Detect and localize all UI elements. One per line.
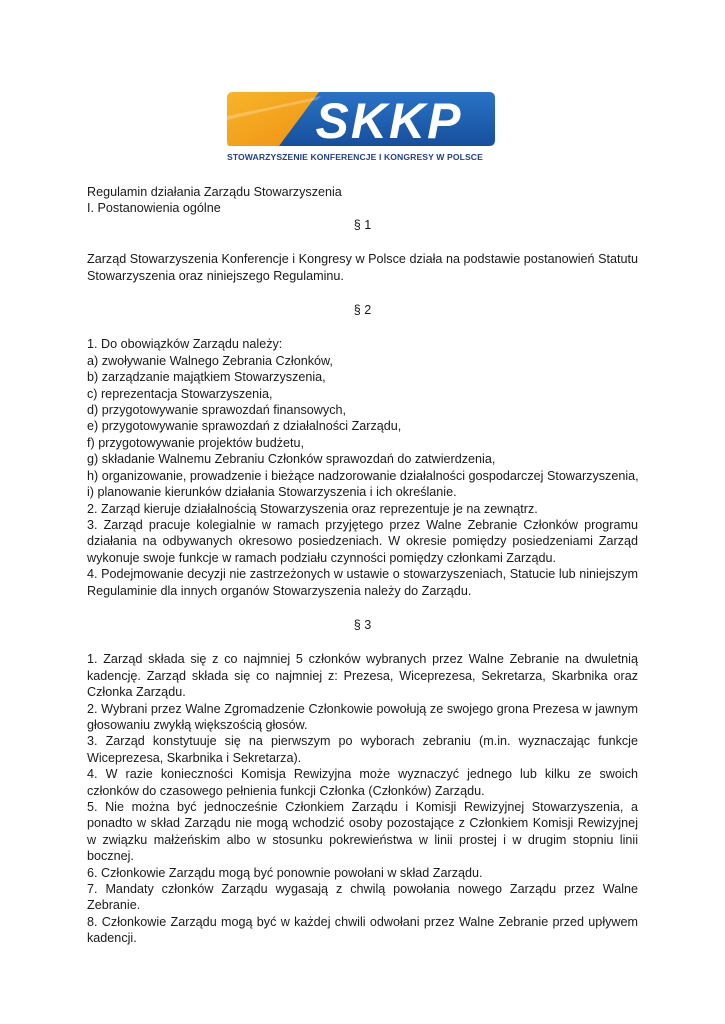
list-item: e) przygotowywanie sprawozdań z działalności Zarządu, [87,419,402,434]
section-3-point-2: 2. Wybrani przez Walne Zgromadzenie Członkowie powołują ze swojego grona Prezesa w jawnym głosowaniu zwykłą większością głosów. [87,701,638,732]
section-3-point-4: 4. W razie konieczności Komisja Rewizyjna może wyznaczyć jednego lub kilku ze swoich członków do czasowego pełnienia funkcji Członka (Członków) Zarządu. [87,767,638,798]
section-3-point-3: 3. Zarząd konstytuuje się na pierwszym po wyborach zebraniu (m.in. wyznaczając funkcje Wiceprezesa, Skarbnika i Sekretarza). [87,734,638,765]
section-3-point-7: 7. Mandaty członków Zarządu wygasają z chwilą powołania nowego Zarządu przez Walne Zebranie. [87,882,638,913]
list-item: g) składanie Walnemu Zebraniu Członków sprawozdań do zatwierdzenia, [87,452,496,467]
section-heading-3: § 3 [353,617,372,632]
section-2-point-2: 2. Zarząd kieruje działalnością Stowarzyszenia oraz reprezentuje je na zewnątrz. [87,501,538,516]
logo-caption: STOWARZYSZENIE KONFERENCJE I KONGRESY W POLSCE [227,152,483,162]
document-title: Regulamin działania Zarządu Stowarzyszenia [87,185,342,199]
section-heading-1: § 1 [353,217,372,232]
list-item: i) planowanie kierunków działania Stowarzyszenia i ich określanie. [87,485,457,500]
section-3-point-8: 8. Członkowie Zarządu mogą być w każdej chwili odwołani przez Walne Zebranie przed upływem kadencji. [87,914,638,946]
list-item: f) przygotowywanie projektów budżetu, [87,435,305,450]
section-3-point-5: 5. Nie można być jednocześnie Członkiem Zarządu i Komisji Rewizyjnej Stowarzyszenia, a ponadto w skład Zarządu nie mogą wchodzić osoby pozostające z Członkiem Komisji Rewizyjnej w związku małżeńskim albo w stosunku pokrewieństwa w linii prostej i w drugim stopniu linii bocznej. [87,800,638,864]
section-3-point-1: 1. Zarząd składa się z co najmniej 5 członków wybranych przez Walne Zebranie na dwuletnią kadencję. Zarząd składa się co najmniej z: Prezesa, Wiceprezesa, Sekretarza, Skarbnika oraz Członka Zarządu. [87,652,638,700]
skkp-logo [227,90,497,170]
skkp-logo-graphic [227,90,497,150]
list-item: c) reprezentacja Stowarzyszenia, [87,386,273,401]
chapter-heading: I. Postanowienia ogólne [87,201,221,216]
section-1-text: Zarząd Stowarzyszenia Konferencje i Kongresy w Polsce działa na podstawie postanowień Statutu Stowarzyszenia oraz niniejszego Regulaminu. [87,252,638,283]
list-item: h) organizowanie, prowadzenie i bieżące nadzorowanie działalności gospodarczej Stowarzyszenia, [87,468,639,483]
skkp-brand-text: SKKP [315,93,463,149]
section-2-point-4: 4. Podejmowanie decyzji nie zastrzeżonych w ustawie o stowarzyszeniach, Statucie lub niniejszym Regulaminie dla innych organów Stowarzyszenia należy do Zarządu. [87,567,638,598]
section-2-point-3: 3. Zarząd pracuje kolegialnie w ramach przyjętego przez Walne Zebranie Członków programu działania na odbywanych okresowo posiedzeniach. W okresie pomiędzy posiedzeniami Zarząd wykonuje swoje funkcje w ramach podziału czynności pomiędzy członkami Zarządu. [87,517,638,565]
section-heading-2: § 2 [353,303,372,318]
list-item: d) przygotowywanie sprawozdań finansowych, [87,403,347,418]
section-3-point-6: 6. Członkowie Zarządu mogą być ponownie powołani w skład Zarządu. [87,865,483,880]
list-item: a) zwoływanie Walnego Zebrania Członków, [87,353,333,368]
list-item: b) zarządzanie majątkiem Stowarzyszenia, [87,370,326,385]
regulation-text [87,184,638,947]
section-2-intro: 1. Do obowiązków Zarządu należy: [87,337,283,352]
